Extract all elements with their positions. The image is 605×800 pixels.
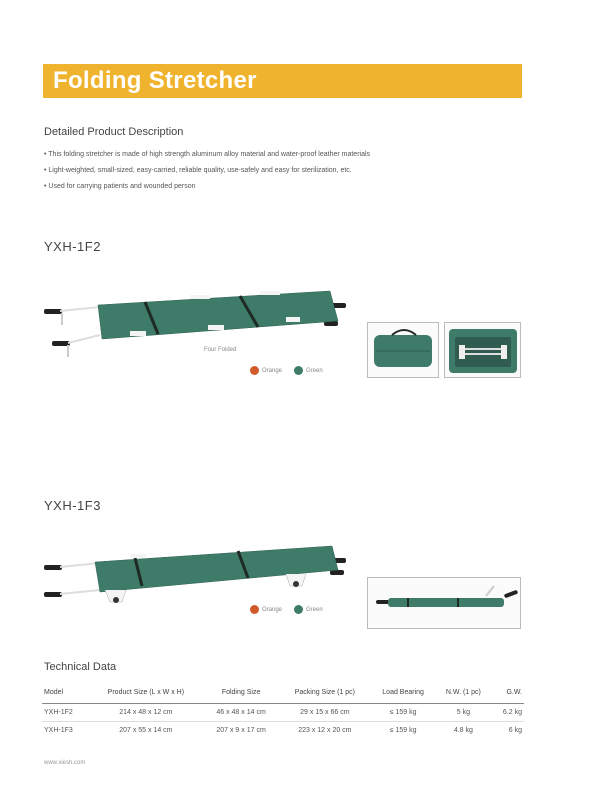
website-link[interactable]: www.xiesh.com	[44, 760, 86, 766]
description-item: • Light-weighted, small-sized, easy-carried, reliable quality, use-safely and easy for sterilization, etc.	[44, 167, 352, 174]
table-header-row	[42, 683, 524, 703]
table-cell: 207 x 55 x 14 cm	[119, 726, 173, 734]
green-swatch-icon	[294, 366, 303, 375]
column-header: G.W.	[491, 683, 524, 703]
table-cell: YXH-1F3	[44, 726, 73, 734]
handle-icon	[44, 592, 62, 597]
table-cell: YXH-1F2	[42, 703, 89, 721]
color-option: Green	[294, 366, 323, 375]
table-cell: 214 x 48 x 12 cm	[89, 703, 203, 721]
page-title: Folding Stretcher	[53, 67, 257, 94]
column-header: Model	[42, 683, 89, 703]
table-cell: ≤ 159 kg	[371, 703, 436, 721]
stretcher-1f2-image	[40, 285, 350, 360]
table-cell: 6.2 kg	[491, 703, 524, 721]
column-header: Packing Size (1 pc)	[279, 683, 371, 703]
technical-heading: Technical Data	[44, 661, 117, 673]
description-item: • Used for carrying patients and wounded person	[44, 183, 196, 190]
table-cell: 6 kg	[508, 726, 522, 734]
column-header: N.W. (1 pc)	[436, 683, 492, 703]
title-banner	[43, 64, 522, 98]
description-item: • This folding stretcher is made of high strength aluminum alloy material and water-proof leather materials	[44, 151, 371, 158]
table-cell: 223 x 12 x 20 cm	[298, 726, 352, 734]
green-swatch-icon	[294, 605, 303, 614]
table-cell: 46 x 48 x 14 cm	[203, 703, 279, 721]
table-cell: ≤ 159 kg	[389, 726, 417, 734]
column-header: Product Size (L x W x H)	[89, 683, 203, 703]
color-option: Orange	[250, 605, 282, 614]
table-cell: 5 kg	[436, 703, 492, 721]
model-title-1f3: YXH-1F3	[44, 498, 101, 513]
stretcher-1f3-image	[40, 530, 350, 610]
color-options-1f2	[250, 366, 323, 375]
handle-icon	[44, 309, 62, 314]
folded-stretcher-image	[367, 577, 521, 629]
carry-bag-open-image	[444, 322, 521, 378]
handle-icon	[44, 565, 62, 570]
color-options-1f3	[250, 605, 323, 614]
fold-caption: Four Folded	[204, 347, 237, 353]
carry-bag-closed-image	[367, 322, 439, 378]
color-option: Green	[294, 605, 323, 614]
description-list	[44, 147, 370, 195]
description-heading: Detailed Product Description	[44, 126, 184, 138]
model-title-1f2: YXH-1F2	[44, 239, 101, 254]
table-row	[42, 721, 524, 739]
orange-swatch-icon	[250, 605, 259, 614]
color-option: Orange	[250, 366, 282, 375]
table-row	[42, 703, 524, 721]
table-cell: 207 x 9 x 17 cm	[216, 726, 266, 734]
table-cell: 29 x 15 x 66 cm	[279, 703, 371, 721]
column-header: Folding Size	[203, 683, 279, 703]
table-cell: 4.8 kg	[453, 726, 473, 734]
orange-swatch-icon	[250, 366, 259, 375]
column-header: Load Bearing	[371, 683, 436, 703]
technical-table	[42, 683, 524, 739]
